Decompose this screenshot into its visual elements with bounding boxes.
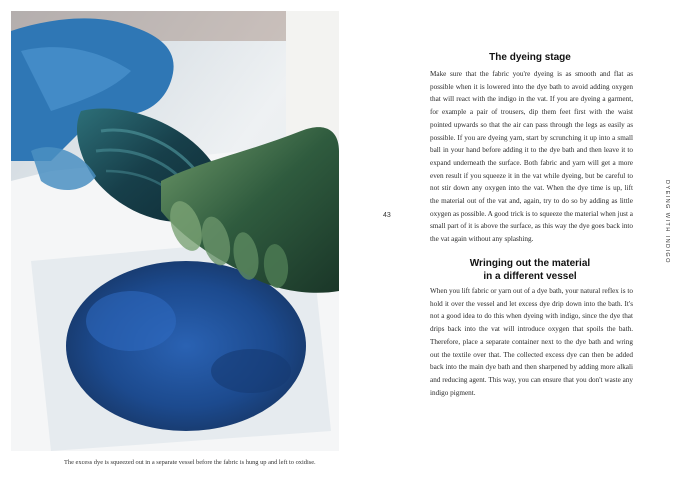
section-body-wringing-out: When you lift fabric or yarn out of a dye bath, your natural reflex is to hold it over the vessel and let excess dye drip down into the bath. It's not a good idea to do this when dyeing with indigo, since the dye that drips back into the vat will introduce oxygen that spoils the bath. Therefore, place a separate container next to the dye bath and wring out the textile over that. The collected excess dye can then be added back into the main dye bath and then sharpened by adding more alkali and reducing agent. This way, you can ensure that you don't waste any indigo pigment. <box>430 287 633 397</box>
section-body-dyeing-stage: Make sure that the fabric you're dyeing is as smooth and flat as possible when it is lowered into the dye bath to avoid adding oxygen that will react with the indigo in the vat. If you are dyeing a garment, for example a pair of trousers, dip them feet first with the waist pointed upwards so that the air can pass through the legs as easily as possible. If you are dyeing yarn, start by scrunching it up into a small ball in your hand before adding it to the dye bath and then leave it to expand underneath the surface. Both fabric and yarn will get a more even result if you squeeze it in the vat while dyeing, but be careful to not stir down any oxygen into the vat. When the dye time is up, lift the material out of the vat and, again, try to do so by adding as little oxygen as possible. A good trick is to squeeze the material when just a small part of it is above the surface, as this way the dye goes back into the vat again without any splashing. <box>430 70 633 244</box>
section-heading-wringing-out <box>430 257 630 283</box>
photo-caption: The excess dye is squeezed out in a separate vessel before the fabric is hung up and left to oxidise. <box>64 459 316 466</box>
photo-illustration <box>11 11 339 451</box>
page-number: 43 <box>383 212 391 219</box>
heading-line-2: in a different vessel <box>483 271 577 282</box>
heading-line-1: Wringing out the material <box>469 258 591 269</box>
running-head: DYEING WITH INDIGO <box>664 180 670 264</box>
section-heading-dyeing-stage: The dyeing stage <box>489 52 571 63</box>
photo-wringing-indigo-fabric <box>11 11 339 451</box>
